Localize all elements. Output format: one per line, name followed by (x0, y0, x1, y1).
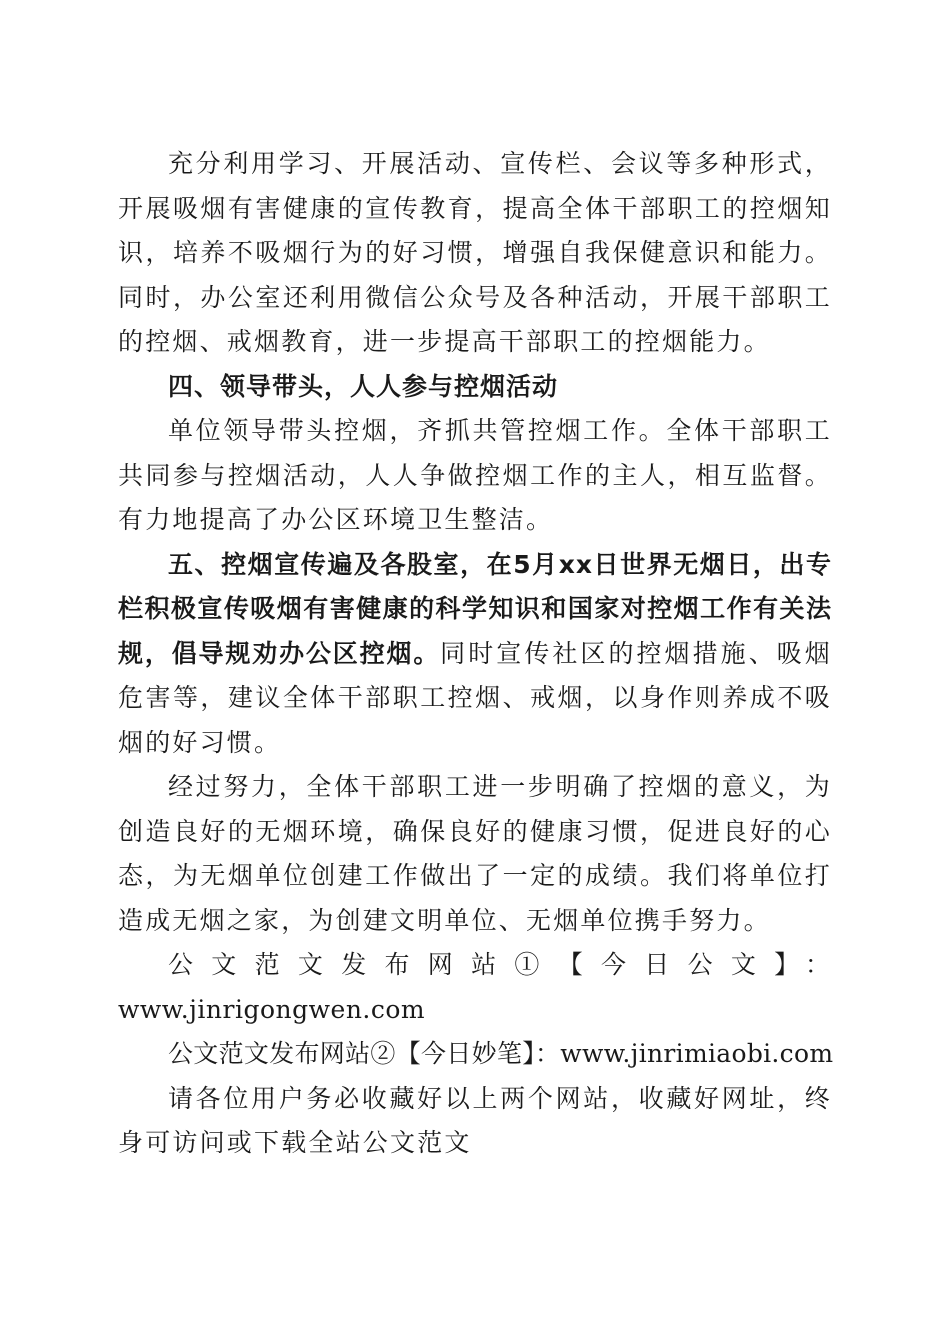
paragraph-publicity-education: 充分利用学习、开展活动、宣传栏、会议等多种形式，开展吸烟有害健康的宣传教育，提高全体干部职工的控烟知识，培养不吸烟行为的好习惯，增强自我保健意识和能力。同时，办公室还利用微信公众号及各种活动，开展干部职工的控烟、戒烟教育，进一步提高干部职工的控烟能力。 (118, 149, 832, 356)
website-one-label: 公文范文发布网站①【今日公文】： (168, 950, 832, 979)
paragraph-leaders-lead: 单位领导带头控烟，齐抓共管控烟工作。全体干部职工共同参与控烟活动，人人争做控烟工作的主人，相互监督。有力地提高了办公区环境卫生整洁。 (118, 416, 832, 534)
document-body (118, 142, 832, 1166)
section-heading-four: 四、领导带头，人人参与控烟活动 (168, 371, 559, 401)
website-two-line[interactable]: 公文范文发布网站②【今日妙笔】：www.jinrimiaobi.com (168, 1039, 834, 1068)
bookmark-notice: 请各位用户务必收藏好以上两个网站，收藏好网址，终身可访问或下载全站公文范文 (118, 1083, 832, 1157)
website-one-url[interactable]: www.jinrigongwen.com (118, 994, 426, 1024)
paragraph-conclusion: 经过努力，全体干部职工进一步明确了控烟的意义，为创造良好的无烟环境，确保良好的健康习惯，促进良好的心态，为无烟单位创建工作做出了一定的成绩。我们将单位打造成无烟之家，为创建文明单位、无烟单位携手努力。 (118, 772, 832, 935)
section-heading-five: 五、控烟宣传遍及各股室，在5月xx日世界无烟日，出专栏积极宣传吸烟有害健康的科学知识和国家对控烟工作有关法规，倡导规劝办公区控烟。 (118, 549, 832, 668)
section-five-text: 同时宣传社区的控烟措施、吸烟危害等，建议全体干部职工控烟、戒烟，以身作则养成不吸烟的好习惯。 (118, 638, 832, 757)
paragraph-section-five (118, 543, 832, 766)
